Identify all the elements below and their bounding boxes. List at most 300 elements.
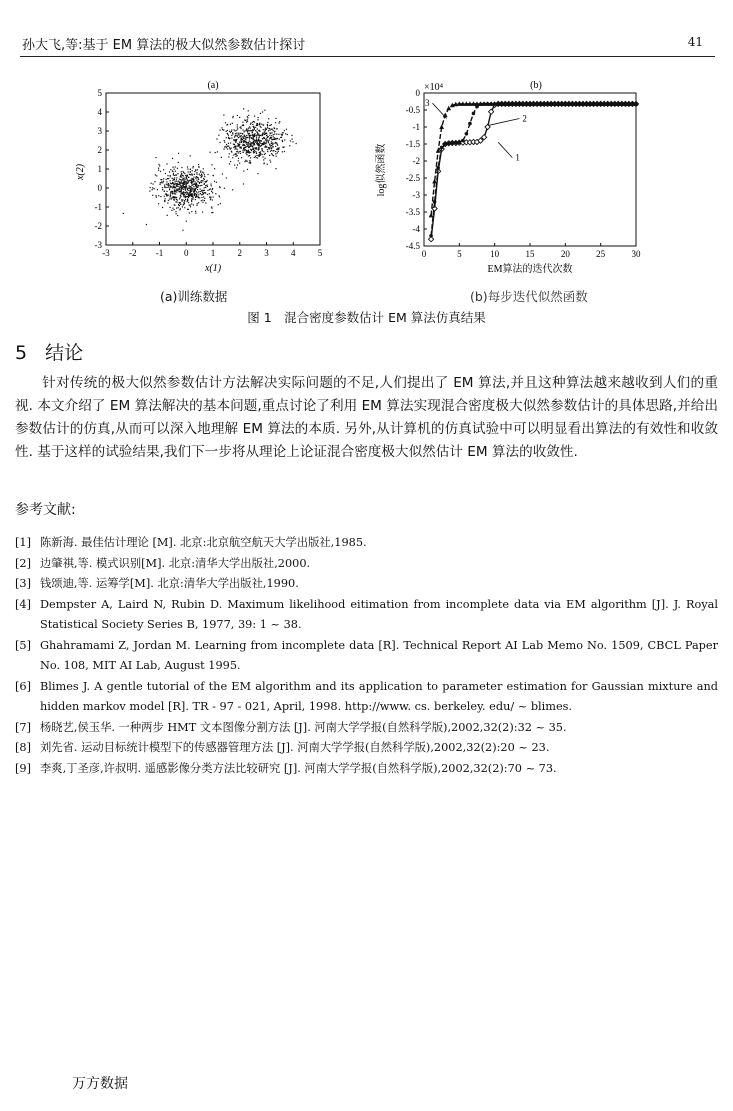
scatter-point (222, 173, 223, 174)
scatter-point (203, 172, 204, 173)
scatter-point (262, 156, 263, 157)
scatter-point (185, 188, 186, 189)
scatter-point (207, 185, 208, 186)
scatter-point (231, 135, 232, 136)
scatter-point (274, 137, 275, 138)
scatter-cluster-2 (210, 108, 297, 174)
scatter-point (272, 142, 273, 143)
reference-text: 钱颂迪,等. 运筹学[M]. 北京:清华大学出版社,1990. (40, 577, 299, 590)
scatter-point (176, 191, 177, 192)
scatter-point (186, 178, 187, 179)
scatter-point (172, 187, 173, 188)
scatter-point (268, 141, 269, 142)
scatter-point (265, 143, 266, 144)
scatter-point (261, 154, 262, 155)
scatter-point (225, 146, 226, 147)
scatter-point (182, 177, 183, 178)
scatter-point (254, 127, 255, 128)
scatter-point (276, 149, 277, 150)
scatter-point (205, 187, 206, 188)
scatter-point (238, 152, 239, 153)
scatter-point (167, 175, 168, 176)
scatter-point (282, 141, 283, 142)
scatter-point (279, 121, 280, 122)
scatter-point (257, 142, 258, 143)
scatter-point (170, 180, 171, 181)
scatter-point (269, 148, 270, 149)
scatter-point (196, 186, 197, 187)
scatter-point (222, 129, 223, 130)
scatter-point (158, 168, 159, 169)
scatter-point (264, 110, 265, 111)
scatter-point (197, 192, 198, 193)
figure-a-scatter-chart (70, 78, 340, 278)
scatter-point (202, 202, 203, 203)
scatter-point (262, 149, 263, 150)
scatter-point (296, 143, 297, 144)
scatter-point (210, 152, 211, 153)
scatter-point (241, 157, 242, 158)
reference-text: Dempster A, Laird N, Rubin D. Maximum likelihood eitimation from incomplete data via EM algorithm [J]. J. Royal Statistical Society Series B, 1977, 39: 1 ~ 38. (40, 597, 718, 631)
scatter-point (247, 142, 248, 143)
x-tick-label: 5 (317, 248, 323, 258)
scatter-point (244, 150, 245, 151)
scatter-point (236, 149, 237, 150)
scatter-point (257, 125, 258, 126)
data-point (443, 142, 447, 146)
scatter-point (184, 194, 185, 195)
scatter-point (229, 131, 230, 132)
header-rule (20, 56, 715, 57)
scatter-point (263, 129, 264, 130)
scatter-point (274, 134, 275, 135)
scatter-point (286, 129, 287, 130)
callout-line (432, 103, 446, 118)
scatter-point (207, 174, 208, 175)
scatter-point (244, 135, 245, 136)
scatter-point (248, 133, 249, 134)
scatter-point (265, 139, 266, 140)
scatter-point (233, 144, 234, 145)
scatter-point (164, 185, 165, 186)
scatter-point (221, 127, 222, 128)
series-3 (429, 101, 639, 217)
scatter-point (282, 151, 283, 152)
scatter-point (189, 205, 190, 206)
scatter-point (253, 148, 254, 149)
scatter-point (257, 173, 258, 174)
scatter-point (203, 168, 204, 169)
scatter-point (189, 187, 190, 188)
scatter-point (234, 136, 235, 137)
scatter-point (196, 172, 197, 173)
scatter-point (179, 198, 180, 199)
scatter-point (190, 172, 191, 173)
scatter-point (214, 181, 215, 182)
y-tick-label: 5 (97, 88, 102, 98)
scatter-point (166, 179, 167, 180)
scatter-point (187, 168, 188, 169)
scatter-point (259, 137, 260, 138)
scatter-point (166, 184, 167, 185)
scatter-point (234, 129, 235, 130)
series-line (431, 104, 636, 239)
scatter-point (172, 158, 173, 159)
scatter-point (178, 153, 179, 154)
scatter-point (191, 185, 192, 186)
scatter-point (163, 169, 164, 170)
scatter-point (161, 179, 162, 180)
scatter-point (227, 133, 228, 134)
scatter-point (180, 197, 181, 198)
scatter-point (177, 215, 178, 216)
scatter-point (246, 141, 247, 142)
scatter-point (266, 146, 267, 147)
scatter-point (201, 175, 202, 176)
scatter-point (218, 135, 219, 136)
section-title: 结论 (45, 342, 84, 364)
scatter-point (201, 174, 202, 175)
scatter-point (266, 133, 267, 134)
reference-text: Ghahramami Z, Jordan M. Learning from incomplete data [R]. Technical Report AI Lab Memo No. 1509, CBCL Paper No. 108, MIT AI Lab, August 1995. (40, 638, 718, 672)
scatter-point (211, 206, 212, 207)
scatter-point (241, 148, 242, 149)
scatter-point (204, 190, 205, 191)
data-point (440, 146, 444, 150)
scatter-point (183, 195, 184, 196)
scatter-point (223, 114, 224, 115)
x-tick-label: 15 (525, 249, 535, 259)
scatter-point (200, 191, 201, 192)
scatter-point (249, 146, 250, 147)
scatter-point (203, 178, 204, 179)
reference-item (15, 554, 718, 575)
scatter-point (252, 146, 253, 147)
scatter-point (158, 170, 159, 171)
y-tick-label: -1 (412, 122, 420, 132)
y-tick-label: -0.5 (405, 105, 420, 115)
scatter-point (174, 177, 175, 178)
series-2 (429, 102, 638, 238)
scatter-point (170, 169, 171, 170)
scatter-point (212, 188, 213, 189)
scatter-point (287, 134, 288, 135)
scatter-point (240, 153, 241, 154)
scatter-point (248, 115, 249, 116)
scatter-point (175, 190, 176, 191)
scatter-point (202, 172, 203, 173)
scatter-point (281, 137, 282, 138)
scatter-point (174, 175, 175, 176)
scatter-point (250, 135, 251, 136)
scatter-point (226, 147, 227, 148)
scatter-point (181, 192, 182, 193)
scatter-point (175, 193, 176, 194)
scatter-point (284, 151, 285, 152)
scatter-point (213, 196, 214, 197)
subcaption-a: (a)训练数据 (160, 289, 228, 304)
reference-item (15, 677, 718, 718)
scatter-point (247, 169, 248, 170)
reference-text: 杨晓艺,侯玉华. 一种两步 HMT 文本图像分割方法 [J]. 河南大学学报(自然科学版),2002,32(2):32 ~ 35. (40, 720, 567, 734)
chart-b-plot-frame (424, 93, 636, 246)
scatter-point (240, 126, 241, 127)
scatter-point (198, 194, 199, 195)
scatter-point (181, 167, 182, 168)
scatter-point (266, 129, 267, 130)
scatter-point (246, 142, 247, 143)
scatter-point (198, 197, 199, 198)
scatter-point (271, 153, 272, 154)
scatter-point (180, 204, 181, 205)
scatter-point (176, 199, 177, 200)
scatter-point (276, 144, 277, 145)
scatter-point (211, 164, 212, 165)
scatter-point (263, 163, 264, 164)
scatter-point (262, 138, 263, 139)
scatter-point (191, 173, 192, 174)
scatter-point (273, 127, 274, 128)
scatter-point (164, 196, 165, 197)
page-number: 41 (687, 35, 703, 49)
scatter-point (228, 156, 229, 157)
scatter-point (258, 149, 259, 150)
scatter-point (232, 157, 233, 158)
scatter-point (253, 126, 254, 127)
scatter-point (172, 178, 173, 179)
scatter-point (225, 131, 226, 132)
scatter-point (236, 130, 237, 131)
scatter-point (167, 215, 168, 216)
scatter-point (164, 200, 165, 201)
scatter-point (196, 194, 197, 195)
scatter-point (183, 189, 184, 190)
scatter-point (271, 150, 272, 151)
scatter-point (236, 167, 237, 168)
scatter-point (153, 183, 154, 184)
x-tick-label: 4 (291, 248, 296, 258)
scatter-point (200, 193, 201, 194)
scatter-point (247, 119, 248, 120)
scatter-point (249, 140, 250, 141)
scatter-point (209, 197, 210, 198)
scatter-point (223, 130, 224, 131)
scatter-point (182, 230, 183, 231)
scatter-point (255, 127, 256, 128)
scatter-point (239, 163, 240, 164)
scatter-point (175, 211, 176, 212)
scatter-point (230, 161, 231, 162)
scatter-point (254, 133, 255, 134)
scatter-point (197, 203, 198, 204)
reference-item (15, 718, 718, 739)
reference-item (15, 533, 718, 554)
scatter-point (202, 190, 203, 191)
scatter-point (196, 196, 197, 197)
scatter-point (239, 117, 240, 118)
reference-number: [6] (15, 679, 32, 693)
scatter-point (202, 211, 203, 212)
data-point (433, 200, 437, 204)
reference-number: [3] (15, 577, 32, 590)
scatter-point (291, 135, 292, 136)
scatter-point (191, 203, 192, 204)
scatter-point (170, 194, 171, 195)
scatter-point (201, 177, 202, 178)
scatter-point (158, 164, 159, 165)
scatter-point (231, 129, 232, 130)
scatter-point (152, 189, 153, 190)
scatter-point (258, 134, 259, 135)
scatter-point (267, 164, 268, 165)
scatter-point (273, 130, 274, 131)
scatter-point (253, 143, 254, 144)
reference-item (15, 574, 718, 595)
scatter-point (250, 163, 251, 164)
x-tick-label: -3 (102, 248, 110, 258)
scatter-point (268, 136, 269, 137)
reference-number: [1] (15, 536, 32, 549)
scatter-point (248, 144, 249, 145)
scatter-point (197, 174, 198, 175)
scatter-point (185, 175, 186, 176)
y-tick-label: -1.5 (405, 139, 420, 149)
scatter-point (275, 118, 276, 119)
chart-a-panel-label: (a) (207, 80, 219, 91)
data-point (429, 234, 433, 238)
scatter-point (272, 150, 273, 151)
scatter-point (191, 183, 192, 184)
scatter-point (197, 181, 198, 182)
scatter-point (197, 169, 198, 170)
scatter-point (190, 206, 191, 207)
reference-number: [7] (15, 720, 32, 734)
scatter-point (185, 186, 186, 187)
scatter-point (243, 140, 244, 141)
scatter-point (185, 192, 186, 193)
scatter-point (196, 205, 197, 206)
scatter-point (234, 146, 235, 147)
scatter-point (242, 122, 243, 123)
scatter-point (285, 133, 286, 134)
scatter-point (240, 133, 241, 134)
scatter-point (243, 152, 244, 153)
scatter-point (205, 181, 206, 182)
scatter-point (188, 197, 189, 198)
scatter-point (235, 130, 236, 131)
scatter-point (188, 194, 189, 195)
scatter-point (246, 129, 247, 130)
scatter-point (215, 152, 216, 153)
scatter-point (201, 194, 202, 195)
scatter-point (215, 193, 216, 194)
scatter-point (263, 124, 264, 125)
scatter-point (207, 190, 208, 191)
scatter-point (171, 198, 172, 199)
data-point (439, 124, 444, 129)
x-tick-label: 10 (490, 249, 500, 259)
scatter-point (269, 135, 270, 136)
scatter-point (272, 144, 273, 145)
scatter-point (186, 183, 187, 184)
scatter-point (191, 190, 192, 191)
scatter-point (282, 140, 283, 141)
scatter-point (183, 175, 184, 176)
scatter-point (200, 189, 201, 190)
scatter-point (203, 194, 204, 195)
conclusion-paragraph: 针对传统的极大似然参数估计方法解决实际问题的不足,人们提出了 EM 算法,并且这种算法越来越收到人们的重视. 本文介绍了 EM 算法解决的基本问题,重点讨论了利用 EM 算法实现混合密度极大似然参数估计的具体思路,并给出参数估计的仿真,从而可以深入地理解 EM 算法的本质. 另外,从计算机的仿真试验中可以明显看出算法的有效性和收敛性. 基于这样的试验结果,我们下一步将从理论上论证混合密度极大似然估计 EM 算法的收敛性. (15, 375, 718, 460)
scatter-point (271, 129, 272, 130)
scatter-point (188, 180, 189, 181)
scatter-point (268, 140, 269, 141)
scatter-point (259, 155, 260, 156)
scatter-point (265, 133, 266, 134)
scatter-point (199, 174, 200, 175)
scatter-point (154, 188, 155, 189)
scatter-point (257, 119, 258, 120)
scatter-point (201, 180, 202, 181)
reference-number: [5] (15, 638, 32, 652)
scatter-point (212, 212, 213, 213)
scatter-point (267, 122, 268, 123)
scatter-point (205, 202, 206, 203)
scatter-point (231, 151, 232, 152)
scatter-point (261, 124, 262, 125)
scatter-point (204, 198, 205, 199)
scatter-point (170, 185, 171, 186)
scatter-point (219, 130, 220, 131)
scatter-point (172, 192, 173, 193)
scatter-point (275, 122, 276, 123)
scatter-point (176, 185, 177, 186)
scatter-point (255, 130, 256, 131)
scatter-point (162, 207, 163, 208)
scatter-point (234, 140, 235, 141)
scatter-point (206, 180, 207, 181)
scatter-point (250, 146, 251, 147)
data-point (447, 142, 451, 146)
scatter-point (212, 199, 213, 200)
scatter-point (238, 133, 239, 134)
scatter-point (155, 174, 156, 175)
scatter-point (259, 153, 260, 154)
scatter-point (264, 158, 265, 159)
scatter-point (183, 187, 184, 188)
scatter-point (181, 174, 182, 175)
scatter-point (189, 174, 190, 175)
scatter-point (185, 183, 186, 184)
scatter-point (232, 123, 233, 124)
scatter-point (271, 143, 272, 144)
scatter-point (167, 184, 168, 185)
scatter-point (237, 135, 238, 136)
section-heading (15, 338, 83, 365)
scatter-point (275, 146, 276, 147)
scatter-point (240, 138, 241, 139)
scatter-point (202, 180, 203, 181)
scatter-cluster-1 (123, 153, 244, 231)
scatter-point (169, 198, 170, 199)
scatter-point (237, 164, 238, 165)
scatter-point (256, 143, 257, 144)
chart-a-y-ticks (95, 88, 110, 250)
scatter-point (270, 161, 271, 162)
scatter-point (166, 181, 167, 182)
scatter-point (258, 145, 259, 146)
scatter-point (178, 162, 179, 163)
scatter-point (191, 193, 192, 194)
scatter-point (264, 138, 265, 139)
